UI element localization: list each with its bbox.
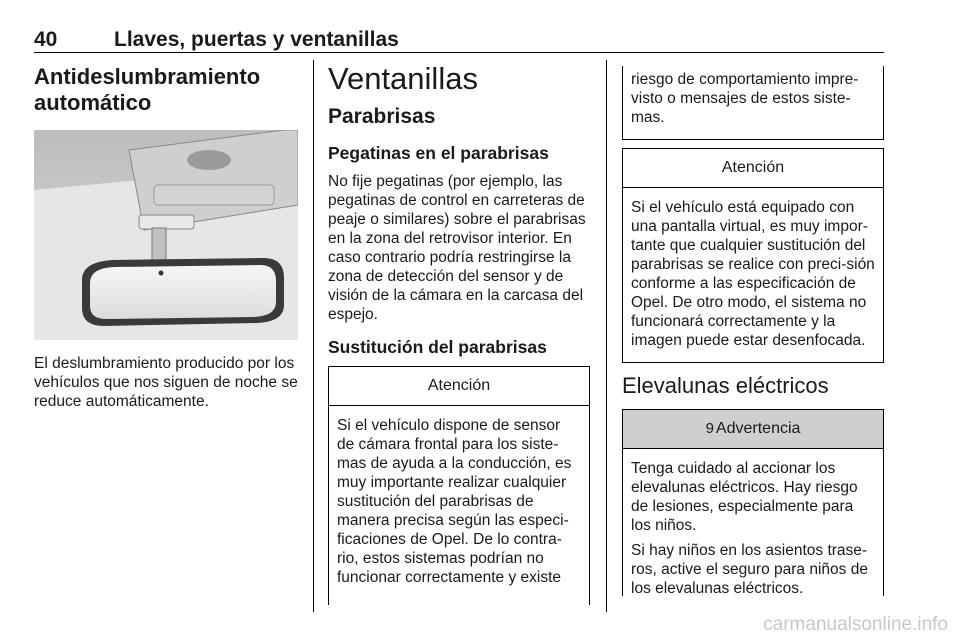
column-1 (34, 58, 298, 423)
section-heading-antiglare: Antideslumbramiento automático (34, 64, 261, 115)
notice-title: Atención (329, 367, 589, 406)
stickers-title: Pegatinas en el parabrisas (328, 143, 549, 163)
chapter-title: Llaves, puertas y ventanillas (114, 28, 399, 51)
section-heading-power-windows: Elevalunas eléctricos (622, 373, 829, 398)
warning-icon: 9 (705, 420, 714, 437)
rear-view-mirror-photo (34, 130, 298, 340)
warning-title: Advertencia (715, 420, 801, 437)
antiglare-text: El deslumbramiento producido por los vehículos que nos siguen de noche se reduce automáticamente. (34, 355, 298, 410)
page-header (34, 22, 884, 53)
warning-text-1: Tenga cuidado al accionar los elevalunas eléctricos. Hay riesgo de lesiones, especialmente para los niños. (631, 460, 858, 534)
stickers-text: No fije pegatinas (por ejemplo, las pegatinas de control en carreteras de peaje o similares) sobre el parabrisas en la zona del retrovisor interior. En caso contrario podría restringirse la zona de detección del sensor y de visión de la cámara en la carcasa del espejo. (328, 173, 586, 323)
column-divider-2 (606, 60, 607, 612)
replacement-title: Sustitución del parabrisas (328, 337, 547, 357)
warning-box-power-windows (622, 409, 884, 596)
column-3 (622, 58, 884, 596)
column-2 (328, 58, 590, 605)
warning-text-2: Si hay niños en los asientos trase-ros, active el seguro para niños de los elevalunas eléctricos. (631, 542, 868, 597)
notice-continued-text: riesgo de comportamiento impre-visto o mensajes de estos siste-mas. (631, 71, 859, 126)
notice-box-hud (622, 148, 884, 363)
notice-box-camera-continued (622, 66, 884, 140)
watermark: carmanualsonline.info (763, 614, 948, 635)
column-divider-1 (313, 60, 314, 612)
notice-text: Si el vehículo dispone de sensor de cámara frontal para los siste-mas de ayuda a la conducción, es muy importante realizar cualquier sustitución del parabrisas de manera precisa según las especi-ficaciones de Opel. De lo contra-rio, estos sistemas podrían no funcionar correctamente y existe (337, 417, 572, 586)
notice-box-camera (328, 366, 590, 605)
section-heading-windows: Ventanillas (328, 61, 478, 96)
subheading-windshield: Parabrisas (328, 105, 436, 128)
warning-header (623, 410, 883, 449)
notice2-text: Si el vehículo está equipado con una pantalla virtual, es muy impor-tante que cualquier sustitución del parabrisas se realice con preci-sión conforme a las especificación de Opel. De otro modo, el sistema no funcionará correctamente y la imagen puede estar desenfocada. (631, 199, 875, 349)
notice2-title: Atención (623, 149, 883, 188)
page-number: 40 (34, 28, 58, 51)
